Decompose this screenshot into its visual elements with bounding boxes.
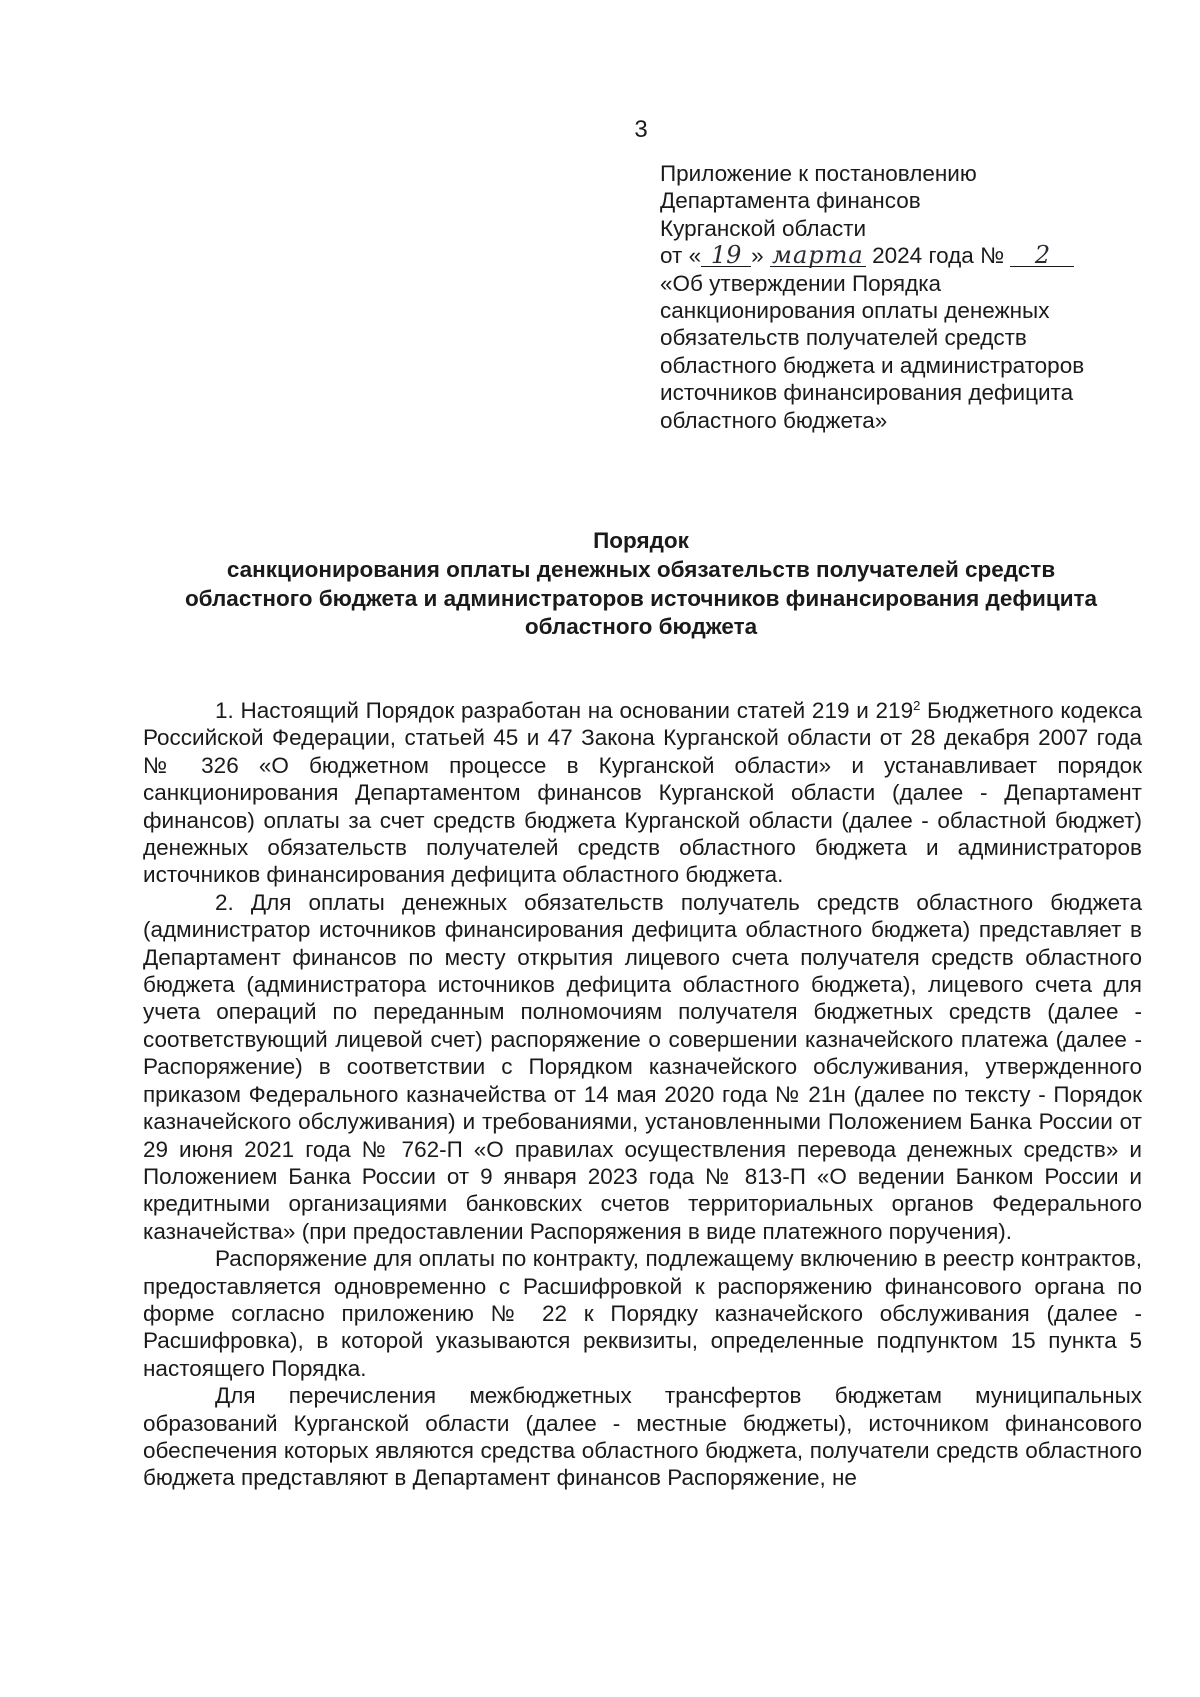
page-number: 3 (634, 116, 648, 143)
appendix-line: Курганской области (660, 215, 867, 241)
paragraph-4: Для перечисления межбюджетных трансфертов бюджетам муниципальных образований Курганской области (далее - местные бюджеты), источником финансового обеспечения которых являются средства областного бюджета, получатели средств областного бюджета представляют в Департамент финансов Распоряжение, не (143, 1383, 1142, 1491)
date-separator: » (751, 243, 764, 269)
appendix-subject-line: областного бюджета» (660, 407, 888, 433)
article-superscript: 2 (913, 698, 921, 713)
appendix-subject-line: источников финансирования дефицита (660, 380, 1074, 406)
appendix-subject-line: обязательств получателей средств (660, 325, 1027, 351)
paragraph-2: 2. Для оплаты денежных обязательств получатель средств областного бюджета (администратор источников финансирования дефицита областного бюджета) представляет в Департамент финансов по месту открытия лицевого счета получателя средств областного бюджета (администратора источников дефицита областного бюджета), лицевого счета для учета операций по переданным полномочиям получателя бюджетных средств (далее - соответствующий лицевой счет) распоряжение о совершении казначейского платежа (далее - Распоряжение) в соответствии с Порядком казначейского обслуживания, утвержденного приказом Федерального казначейства от 14 мая 2020 года № 21н (далее по тексту - Порядок казначейского обслуживания) и требованиями, установленными Положением Банка России от 29 июня 2021 года № 762-П «О правилах осуществления перевода денежных средств» и Положением Банка России от 9 января 2023 года № 813-П «О ведении Банком России и кредитными организациями банковских счетов территориальных органов Федерального казначейства» (при предоставлении Распоряжения в виде платежного поручения). (143, 889, 1142, 1244)
appendix-subject-line: санкционирования оплаты денежных (660, 298, 1050, 324)
document-body (143, 697, 1142, 1492)
handwritten-day: 19 (701, 244, 751, 267)
paragraph-1 (143, 697, 1142, 889)
appendix-line: Приложение к постановлению (660, 161, 977, 186)
title-line: областного бюджета и администраторов источников финансирования дефицита (184, 585, 1098, 611)
title-line: Порядок (593, 528, 689, 553)
handwritten-month: марта (770, 244, 866, 267)
paragraph-1-rest: Бюджетного кодекса Российской Федерации, статьей 45 и 47 Закона Курганской области от 28 декабря 2007 года № 326 «О бюджетном процессе в Курганской области» и устанавливает порядок санкционирования Департаментом финансов Курганской области (далее - Департамент финансов) оплаты за счет средств бюджета Курганской области (далее - областной бюджет) денежных обязательств получателей средств областного бюджета и администраторов источников финансирования дефицита областного бюджета. (143, 698, 1142, 888)
handwritten-doc-number: 2 (1010, 244, 1074, 267)
date-prefix: от « (660, 243, 702, 269)
appendix-subject-line: «Об утверждении Порядка (660, 270, 942, 296)
paragraph-3: Распоряжение для оплаты по контракту, подлежащему включению в реестр контрактов, предоставляется одновременно с Расшифровкой к распоряжению финансового органа по форме согласно приложению № 22 к Порядку казначейского обслуживания (далее - Расшифровка), в которой указываются реквизиты, определенные подпунктом 15 пункта 5 настоящего Порядка. (143, 1246, 1142, 1381)
title-line: санкционирования оплаты денежных обязательств получателей средств (226, 556, 1056, 582)
appendix-subject-line: областного бюджета и администраторов (660, 352, 1085, 378)
appendix-date-line (660, 242, 1130, 269)
date-year-text: 2024 года № (872, 243, 1005, 269)
document-title (140, 527, 1142, 642)
title-line: областного бюджета (524, 614, 758, 640)
appendix-header (660, 160, 1130, 434)
paragraph-1-start: 1. Настоящий Порядок разработан на основании статей 219 и 219 (215, 698, 914, 723)
appendix-line: Департамента финансов (660, 188, 921, 214)
